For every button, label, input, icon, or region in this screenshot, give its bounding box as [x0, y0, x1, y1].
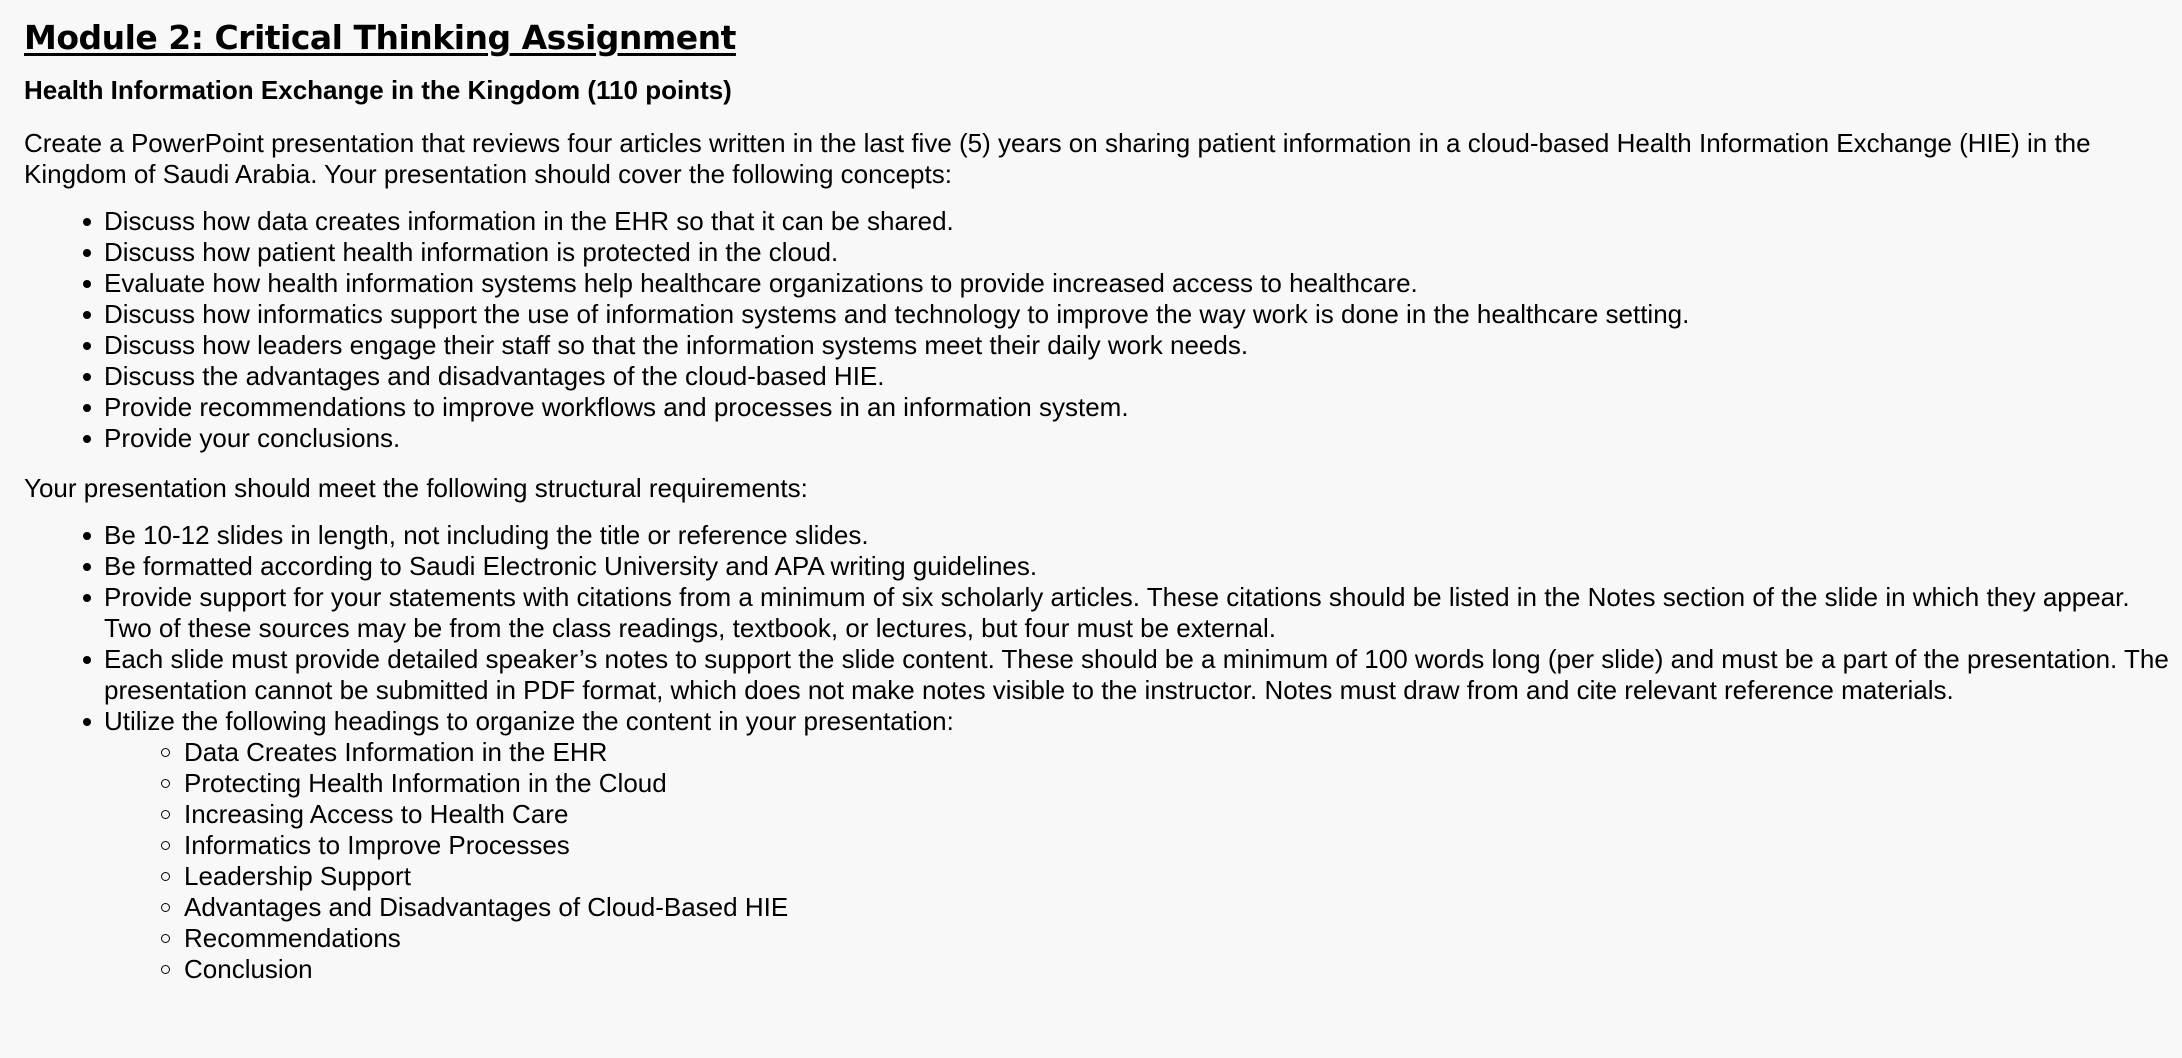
- list-item-text: Discuss how informatics support the use of information systems and technology to improve the way work is done in the healthcare setting.: [104, 299, 1690, 329]
- list-item-text: Evaluate how health information systems help healthcare organizations to provide increased access to healthcare.: [104, 268, 1418, 298]
- sub-list-item-text: Advantages and Disadvantages of Cloud-Based HIE: [184, 892, 789, 922]
- list-item: [104, 644, 2174, 706]
- list-item: [104, 206, 2174, 237]
- headings-list: [104, 737, 2174, 985]
- sub-list-item-text: Informatics to Improve Processes: [184, 830, 570, 860]
- bullet-icon: [83, 435, 91, 443]
- list-item-text: Discuss how leaders engage their staff so that the information systems meet their daily work needs.: [104, 330, 1249, 360]
- hollow-bullet-icon: [161, 934, 170, 943]
- sub-list-item-text: Data Creates Information in the EHR: [184, 737, 608, 767]
- list-item: [104, 330, 2174, 361]
- bullet-icon: [83, 280, 91, 288]
- list-item-text: Provide recommendations to improve workflows and processes in an information system.: [104, 392, 1129, 422]
- bullet-icon: [83, 594, 91, 602]
- bullet-icon: [83, 342, 91, 350]
- list-item-text: Utilize the following headings to organize the content in your presentation:: [104, 706, 954, 736]
- concepts-list: [24, 206, 2174, 454]
- bullet-icon: [83, 311, 91, 319]
- sub-list-item: [184, 799, 2174, 830]
- list-item-text: Discuss how data creates information in the EHR so that it can be shared.: [104, 206, 954, 236]
- list-item: [104, 268, 2174, 299]
- list-item: [104, 299, 2174, 330]
- bullet-icon: [83, 249, 91, 257]
- bullet-icon: [83, 532, 91, 540]
- sub-list-item: [184, 954, 2174, 985]
- bullet-icon: [83, 718, 91, 726]
- list-item: [104, 551, 2174, 582]
- assignment-subtitle: Health Information Exchange in the Kingdom (110 points): [24, 75, 732, 105]
- list-item: [104, 520, 2174, 551]
- sub-list-item-text: Recommendations: [184, 923, 401, 953]
- list-item: [104, 706, 2174, 985]
- list-item: [104, 237, 2174, 268]
- bullet-icon: [83, 656, 91, 664]
- hollow-bullet-icon: [161, 841, 170, 850]
- list-item-text: Provide your conclusions.: [104, 423, 401, 453]
- sub-list-item: [184, 892, 2174, 923]
- sub-list-item: [184, 923, 2174, 954]
- list-item: [104, 392, 2174, 423]
- bullet-icon: [83, 563, 91, 571]
- hollow-bullet-icon: [161, 779, 170, 788]
- list-item-text: Discuss the advantages and disadvantages of the cloud-based HIE.: [104, 361, 885, 391]
- list-item: [104, 582, 2174, 644]
- sub-list-item: [184, 830, 2174, 861]
- intro-paragraph: Create a PowerPoint presentation that reviews four articles written in the last five (5) years on sharing patient information in a cloud-based Health Information Exchange (HIE) in the Kingdom of Saudi Arabia. Your presentation should cover the following concepts:: [24, 128, 2091, 189]
- bullet-icon: [83, 404, 91, 412]
- hollow-bullet-icon: [161, 748, 170, 757]
- list-item-text: Provide support for your statements with citations from a minimum of six scholarly articles. These citations should be listed in the Notes section of the slide in which they appear. Two of these sources may be from the class readings, textbook, or lectures, but four must be external.: [104, 582, 2130, 643]
- list-item-text: Be formatted according to Saudi Electronic University and APA writing guidelines.: [104, 551, 1038, 581]
- assignment-page: [24, 14, 2174, 985]
- list-item: [104, 361, 2174, 392]
- list-item-text: Each slide must provide detailed speaker’s notes to support the slide content. These should be a minimum of 100 words long (per slide) and must be a part of the presentation. The presentation cannot be submitted in PDF format, which does not make notes visible to the instructor. Notes must draw from and cite relevant reference materials.: [104, 644, 2169, 705]
- requirements-list: [24, 520, 2174, 985]
- hollow-bullet-icon: [161, 872, 170, 881]
- hollow-bullet-icon: [161, 965, 170, 974]
- hollow-bullet-icon: [161, 810, 170, 819]
- sub-list-item: [184, 768, 2174, 799]
- hollow-bullet-icon: [161, 903, 170, 912]
- sub-list-item-text: Increasing Access to Health Care: [184, 799, 569, 829]
- bullet-icon: [83, 218, 91, 226]
- list-item: [104, 423, 2174, 454]
- list-item-text: Discuss how patient health information is protected in the cloud.: [104, 237, 839, 267]
- sub-list-item: [184, 737, 2174, 768]
- list-item-text: Be 10-12 slides in length, not including the title or reference slides.: [104, 520, 869, 550]
- sub-list-item-text: Conclusion: [184, 954, 313, 984]
- page-title: Module 2: Critical Thinking Assignment: [24, 18, 736, 57]
- sub-list-item-text: Protecting Health Information in the Cloud: [184, 768, 667, 798]
- sub-list-item: [184, 861, 2174, 892]
- bullet-icon: [83, 373, 91, 381]
- sub-list-item-text: Leadership Support: [184, 861, 411, 891]
- structural-intro: Your presentation should meet the following structural requirements:: [24, 473, 808, 503]
